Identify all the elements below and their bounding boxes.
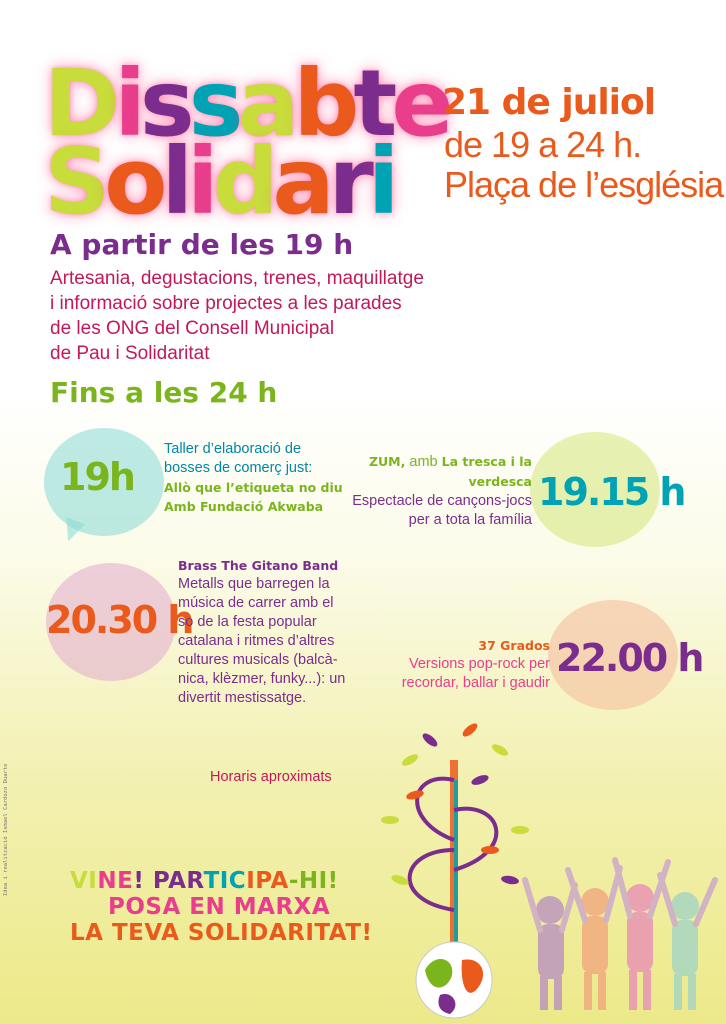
activity-name: 37 Grados — [478, 638, 550, 653]
activity-desc: Metalls que barregen la música de carrer amb el so de la festa popular catalana i ritmes d’altres cultures musicals (balcà-nica, klèzmer, funky...): un divertit mestissatge. — [178, 576, 346, 706]
activity-name: ZUM, — [368, 454, 406, 469]
cta-segment: PAR — [152, 868, 204, 894]
intro-from: A partir de les 19 h — [50, 228, 354, 261]
cta-line-2: POSA EN MARXA — [108, 894, 331, 920]
activity-text — [352, 452, 532, 530]
intro-until: Fins a les 24 h — [50, 376, 278, 409]
cta-line-3: LA TEVA SOLIDARITAT! — [70, 920, 373, 946]
event-place: Plaça de l’església — [444, 164, 724, 205]
cta-segment: TIC — [203, 868, 247, 894]
people-illustration — [520, 850, 720, 1020]
activity-desc: Taller d’elaboració de bosses de comerç just: — [164, 441, 313, 476]
activity-text — [164, 440, 350, 516]
title-letter: a — [272, 128, 329, 235]
title-letter: s — [139, 50, 189, 157]
activity-time: 22.00 h — [556, 636, 703, 680]
title-letter: i — [114, 50, 140, 157]
intro-line: i informació sobre projectes a les parades — [50, 293, 402, 314]
activity-heading — [352, 452, 532, 492]
event-hours: de 19 a 24 h. — [444, 124, 642, 165]
activity-group: La tresca i la verdesca — [441, 454, 532, 489]
intro-line: Artesania, degustacions, trenes, maquillatge — [50, 268, 424, 289]
intro-line: de Pau i Solidaritat — [50, 343, 210, 364]
title-letter: e — [391, 50, 448, 157]
cta-line-1 — [70, 868, 339, 895]
activity-amb: amb — [405, 454, 442, 470]
activity-org: Amb Fundació Akwaba — [164, 499, 324, 514]
title-letter: S — [44, 128, 105, 235]
cta-segment: VI — [70, 868, 98, 894]
title-letter: i — [367, 128, 394, 235]
title-letter: d — [212, 128, 273, 235]
activity-time: 20.30 h — [46, 598, 193, 642]
cta-segment: NE — [97, 868, 134, 894]
activity-desc: Espectacle de cançons-jocs per a tota la família — [352, 493, 532, 528]
intro-text — [50, 266, 470, 366]
title-letter: i — [187, 128, 213, 235]
intro-line: de les ONG del Consell Municipal — [50, 318, 335, 339]
title-letter: l — [161, 128, 188, 235]
activity-desc: Versions pop-rock per recordar, ballar i gaudir — [401, 656, 550, 691]
cta-segment: ! — [133, 868, 153, 894]
title-letter: o — [104, 128, 162, 235]
title-solidari — [44, 128, 394, 235]
activity-title: Allò que l’etiqueta no diu — [164, 480, 343, 495]
cta-segment: -HI! — [288, 868, 339, 894]
credit: Idea i realització Ismael Cardozo Duarte — [3, 763, 9, 896]
activity-text — [380, 636, 550, 693]
tree-illustration — [370, 720, 540, 1020]
title-letter: r — [328, 128, 368, 235]
activity-text — [178, 556, 350, 708]
schedule-note: Horaris aproximats — [210, 769, 332, 785]
title-letter: a — [237, 50, 294, 157]
title-letter: s — [188, 50, 238, 157]
activity-name: Brass The Gitano Band — [178, 558, 339, 573]
cta-segment: IPA — [246, 868, 289, 894]
title-letter: D — [44, 50, 115, 157]
activity-time: 19.15 h — [538, 470, 685, 514]
title-letter: t — [353, 50, 392, 157]
activity-time: 19h — [60, 455, 134, 499]
title-letter: b — [293, 50, 354, 157]
event-date: 21 de juliol — [442, 82, 656, 123]
